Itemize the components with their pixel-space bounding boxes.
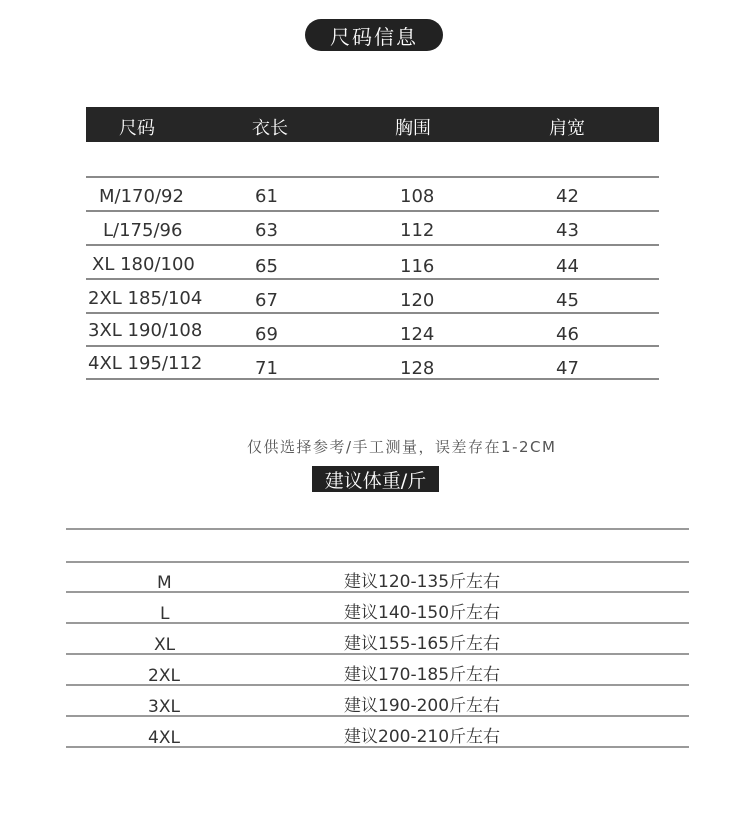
cell-length: 71 <box>255 358 278 379</box>
weight-table-divider <box>66 528 689 530</box>
weight-size: 2XL <box>148 666 180 686</box>
cell-size: M/170/92 <box>99 186 184 207</box>
weight-title: 建议体重/斤 <box>312 466 439 492</box>
cell-shoulder: 45 <box>556 290 579 311</box>
cell-shoulder: 44 <box>556 256 579 277</box>
cell-length: 65 <box>255 256 278 277</box>
weight-range: 建议190-200斤左右 <box>344 696 501 716</box>
size-table-divider <box>86 176 659 178</box>
size-table-divider <box>86 244 659 246</box>
cell-shoulder: 47 <box>556 358 579 379</box>
header-shoulder: 肩宽 <box>549 118 585 139</box>
measurement-note: 仅供选择参考/手工测量，误差存在1-2CM <box>247 438 557 456</box>
cell-length: 69 <box>255 324 278 345</box>
weight-size: L <box>160 604 170 624</box>
size-table-divider <box>86 210 659 212</box>
cell-chest: 116 <box>400 256 435 277</box>
weight-size: XL <box>154 635 176 655</box>
cell-length: 67 <box>255 290 278 311</box>
weight-size: M <box>157 573 172 593</box>
cell-chest: 120 <box>400 290 435 311</box>
weight-size: 3XL <box>148 697 180 717</box>
section-title: 尺码信息 <box>305 19 443 51</box>
cell-chest: 124 <box>400 324 435 345</box>
header-length: 衣长 <box>252 118 288 139</box>
size-table-header <box>86 107 659 142</box>
weight-range: 建议170-185斤左右 <box>344 665 501 685</box>
cell-size: 2XL 185/104 <box>88 288 203 309</box>
weight-range: 建议120-135斤左右 <box>344 572 501 592</box>
cell-chest: 108 <box>400 186 435 207</box>
weight-range: 建议200-210斤左右 <box>344 727 501 747</box>
weight-size: 4XL <box>148 728 180 748</box>
weight-range: 建议155-165斤左右 <box>344 634 501 654</box>
weight-table-divider <box>66 561 689 563</box>
weight-range: 建议140-150斤左右 <box>344 603 501 623</box>
cell-length: 61 <box>255 186 278 207</box>
size-table-divider <box>86 345 659 347</box>
cell-shoulder: 43 <box>556 220 579 241</box>
cell-size: 4XL 195/112 <box>88 353 203 374</box>
cell-shoulder: 42 <box>556 186 579 207</box>
cell-size: 3XL 190/108 <box>88 320 203 341</box>
cell-chest: 112 <box>400 220 435 241</box>
size-table-divider <box>86 312 659 314</box>
header-size: 尺码 <box>119 118 155 139</box>
cell-size: L/175/96 <box>103 220 183 241</box>
cell-size: XL 180/100 <box>92 254 195 275</box>
cell-chest: 128 <box>400 358 435 379</box>
cell-length: 63 <box>255 220 278 241</box>
size-table-divider <box>86 278 659 280</box>
header-chest: 胸围 <box>395 118 431 139</box>
cell-shoulder: 46 <box>556 324 579 345</box>
